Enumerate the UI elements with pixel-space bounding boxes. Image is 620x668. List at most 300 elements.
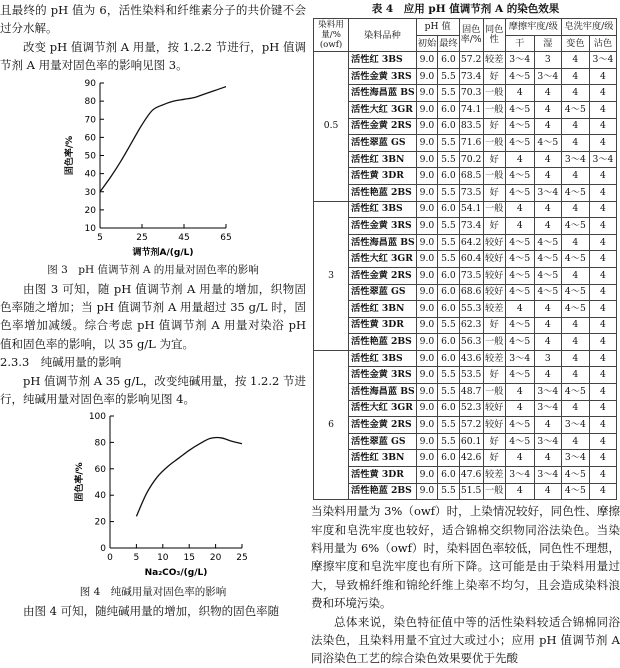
value-cell: 9.0 bbox=[416, 218, 437, 235]
value-cell: 6.0 bbox=[438, 168, 459, 185]
value-cell: 48.7 bbox=[459, 384, 483, 401]
value-cell: 较好 bbox=[483, 234, 505, 251]
value-cell: 4～5 bbox=[534, 135, 561, 152]
table-row bbox=[314, 135, 617, 152]
paragraph-table-discussion: 当染料用量为 3%（owf）时，上染情况较好，同色性、摩擦牢度和皂洗牢度也较好，适合锦棉交织物同浴法染色。当染料用量为 6%（owf）时，染料固色率较低，同色性不理想，摩擦牢度和皂洗牢度也有所下降。这可能是由于染料用量过大，导致棉纤维和锦纶纤维上染率不均匀，且会造成染料浪费和环境污染。 bbox=[311, 504, 620, 611]
value-cell: 4 bbox=[534, 483, 561, 500]
value-cell: 9.0 bbox=[416, 284, 437, 301]
value-cell: 4～5 bbox=[505, 184, 534, 201]
table-row bbox=[314, 367, 617, 384]
value-cell: 较好 bbox=[483, 267, 505, 284]
value-cell: 较差 bbox=[483, 52, 505, 69]
value-cell: 4 bbox=[505, 201, 534, 218]
value-cell: 4 bbox=[534, 367, 561, 384]
value-cell: 好 bbox=[483, 68, 505, 85]
table-row bbox=[314, 151, 617, 168]
value-cell: 4～5 bbox=[505, 284, 534, 301]
value-cell: 4 bbox=[534, 201, 561, 218]
value-cell: 3～4 bbox=[534, 433, 561, 450]
dye-name-cell: 活性金黄 3RS bbox=[349, 218, 417, 235]
table-row bbox=[314, 433, 617, 450]
x-tick-label: 10 bbox=[157, 553, 169, 564]
value-cell: 9.0 bbox=[416, 467, 437, 484]
figure-3-caption: 图 3 pH 值调节剂 A 的用量对固色率的影响 bbox=[47, 263, 259, 276]
value-cell: 6.0 bbox=[438, 450, 459, 467]
value-cell: 好 bbox=[483, 118, 505, 135]
right-column bbox=[311, 0, 620, 668]
value-cell: 74.1 bbox=[459, 101, 483, 118]
value-cell: 4～5 bbox=[505, 267, 534, 284]
value-cell: 4 bbox=[589, 301, 616, 318]
table-row bbox=[314, 317, 617, 334]
value-cell: 70.2 bbox=[459, 151, 483, 168]
dose-cell: 3 bbox=[314, 201, 349, 350]
value-cell: 4 bbox=[534, 151, 561, 168]
value-cell: 4 bbox=[589, 284, 616, 301]
value-cell: 4～5 bbox=[534, 284, 561, 301]
dye-name-cell: 活性黄 3DR bbox=[349, 467, 417, 484]
y-tick-label: 60 bbox=[94, 465, 106, 476]
x-tick-label: 65 bbox=[220, 232, 232, 243]
value-cell: 一般 bbox=[483, 384, 505, 401]
x-tick-label: 15 bbox=[183, 553, 195, 564]
table-row bbox=[314, 384, 617, 401]
dye-name-cell: 活性海昌蓝 BS bbox=[349, 234, 417, 251]
value-cell: 54.1 bbox=[459, 201, 483, 218]
header-fixation: 固色率/% bbox=[459, 19, 483, 52]
value-cell: 73.4 bbox=[459, 68, 483, 85]
value-cell: 5.5 bbox=[438, 68, 459, 85]
value-cell: 3～4 bbox=[505, 467, 534, 484]
figure-4-caption: 图 4 纯碱用量对固色率的影响 bbox=[79, 586, 227, 599]
figure-4-chart bbox=[0, 408, 306, 585]
value-cell: 4 bbox=[561, 367, 589, 384]
value-cell: 一般 bbox=[483, 85, 505, 102]
table-row bbox=[314, 267, 617, 284]
value-cell: 4 bbox=[589, 417, 616, 434]
header-ph: pH 值 bbox=[416, 19, 459, 36]
value-cell: 4～5 bbox=[505, 317, 534, 334]
value-cell: 6.0 bbox=[438, 284, 459, 301]
value-cell: 3～4 bbox=[534, 384, 561, 401]
value-cell: 6.0 bbox=[438, 467, 459, 484]
x-tick-label: 0 bbox=[107, 553, 113, 564]
value-cell: 9.0 bbox=[416, 450, 437, 467]
value-cell: 9.0 bbox=[416, 400, 437, 417]
value-cell: 4 bbox=[561, 52, 589, 69]
value-cell: 4 bbox=[589, 201, 616, 218]
paragraph-fig3-discussion: 由图 3 可知，随 pH 值调节剂 A 用量的增加，织物固色率随之增加；当 pH 值调节剂 A 用量超过 35 g/L 时，固色率增加减缓。综合考虑 pH 值调节剂 A 用量对染浴 pH 值和固色率的影响，以 35 g/L 为宜。 bbox=[0, 281, 306, 351]
value-cell: 4～5 bbox=[561, 284, 589, 301]
value-cell: 3 bbox=[534, 52, 561, 69]
value-cell: 9.0 bbox=[416, 68, 437, 85]
value-cell: 一般 bbox=[483, 201, 505, 218]
value-cell: 9.0 bbox=[416, 234, 437, 251]
value-cell: 5.5 bbox=[438, 317, 459, 334]
value-cell: 3～4 bbox=[589, 52, 616, 69]
figure-3 bbox=[0, 75, 306, 263]
value-cell: 6.0 bbox=[438, 101, 459, 118]
value-cell: 9.0 bbox=[416, 317, 437, 334]
table-row bbox=[314, 85, 617, 102]
value-cell: 4～5 bbox=[561, 101, 589, 118]
value-cell: 4 bbox=[534, 85, 561, 102]
value-cell: 9.0 bbox=[416, 85, 437, 102]
dye-name-cell: 活性红 3BN bbox=[349, 151, 417, 168]
dye-name-cell: 活性大红 3GR bbox=[349, 400, 417, 417]
value-cell: 4 bbox=[534, 118, 561, 135]
value-cell: 4～5 bbox=[505, 168, 534, 185]
dye-name-cell: 活性金黄 3RS bbox=[349, 367, 417, 384]
dye-name-cell: 活性红 3BS bbox=[349, 350, 417, 367]
value-cell: 4 bbox=[589, 450, 616, 467]
value-cell: 5.5 bbox=[438, 483, 459, 500]
header-dose: 染料用量/%(owf) bbox=[314, 19, 349, 52]
value-cell: 4～5 bbox=[561, 184, 589, 201]
value-cell: 4 bbox=[534, 301, 561, 318]
dye-name-cell: 活性金黄 2RS bbox=[349, 267, 417, 284]
dye-name-cell: 活性红 3BN bbox=[349, 450, 417, 467]
value-cell: 9.0 bbox=[416, 151, 437, 168]
value-cell: 较差 bbox=[483, 301, 505, 318]
y-tick-label: 10 bbox=[84, 223, 96, 234]
value-cell: 4 bbox=[534, 334, 561, 351]
y-tick-label: 40 bbox=[94, 491, 106, 502]
value-cell: 4 bbox=[561, 317, 589, 334]
dye-name-cell: 活性红 3BS bbox=[349, 201, 417, 218]
value-cell: 5.5 bbox=[438, 367, 459, 384]
value-cell: 3～4 bbox=[534, 68, 561, 85]
value-cell: 4 bbox=[505, 301, 534, 318]
value-cell: 9.0 bbox=[416, 251, 437, 268]
value-cell: 4～5 bbox=[505, 367, 534, 384]
value-cell: 43.6 bbox=[459, 350, 483, 367]
paragraph-fig4-discussion: 由图 4 可知，随纯碱用量的增加，织物的固色率随 bbox=[23, 604, 280, 619]
dye-name-cell: 活性艳蓝 2BS bbox=[349, 184, 417, 201]
value-cell: 4～5 bbox=[561, 483, 589, 500]
value-cell: 4 bbox=[589, 483, 616, 500]
dye-name-cell: 活性艳蓝 2BS bbox=[349, 334, 417, 351]
value-cell: 9.0 bbox=[416, 168, 437, 185]
value-cell: 好 bbox=[483, 184, 505, 201]
value-cell: 4 bbox=[505, 218, 534, 235]
table-row bbox=[314, 101, 617, 118]
table-row bbox=[314, 234, 617, 251]
table-row bbox=[314, 301, 617, 318]
value-cell: 5.5 bbox=[438, 384, 459, 401]
value-cell: 4 bbox=[561, 334, 589, 351]
value-cell: 64.2 bbox=[459, 234, 483, 251]
left-column bbox=[0, 0, 306, 621]
table-row bbox=[314, 400, 617, 417]
value-cell: 较好 bbox=[483, 400, 505, 417]
y-tick-label: 30 bbox=[84, 187, 96, 198]
value-cell: 4 bbox=[534, 218, 561, 235]
header-soaping: 皂洗牢度/级 bbox=[561, 19, 616, 36]
dye-name-cell: 活性翠蓝 GS bbox=[349, 135, 417, 152]
value-cell: 4 bbox=[589, 267, 616, 284]
dye-name-cell: 活性翠蓝 GS bbox=[349, 284, 417, 301]
value-cell: 5.5 bbox=[438, 433, 459, 450]
value-cell: 6.0 bbox=[438, 350, 459, 367]
value-cell: 5.5 bbox=[438, 85, 459, 102]
value-cell: 4 bbox=[561, 68, 589, 85]
value-cell: 4 bbox=[589, 168, 616, 185]
dye-name-cell: 活性海昌蓝 BS bbox=[349, 384, 417, 401]
value-cell: 4 bbox=[505, 400, 534, 417]
value-cell: 4 bbox=[589, 317, 616, 334]
value-cell: 6.0 bbox=[438, 118, 459, 135]
table-4-body bbox=[314, 52, 617, 500]
y-tick-label: 100 bbox=[88, 412, 106, 423]
value-cell: 4 bbox=[589, 184, 616, 201]
header-dye: 染料品种 bbox=[349, 19, 417, 52]
value-cell: 6.0 bbox=[438, 201, 459, 218]
table-row bbox=[314, 68, 617, 85]
table-row bbox=[314, 334, 617, 351]
x-axis-title: 调节剂A/(g/L) bbox=[132, 247, 194, 258]
value-cell: 3～4 bbox=[505, 52, 534, 69]
value-cell: 5.5 bbox=[438, 251, 459, 268]
value-cell: 9.0 bbox=[416, 384, 437, 401]
value-cell: 4～5 bbox=[505, 334, 534, 351]
value-cell: 4 bbox=[505, 85, 534, 102]
value-cell: 9.0 bbox=[416, 334, 437, 351]
value-cell: 6.0 bbox=[438, 301, 459, 318]
value-cell: 5.5 bbox=[438, 417, 459, 434]
data-line bbox=[136, 438, 242, 517]
value-cell: 5.5 bbox=[438, 234, 459, 251]
value-cell: 9.0 bbox=[416, 483, 437, 500]
table-row bbox=[314, 251, 617, 268]
y-tick-label: 70 bbox=[84, 114, 96, 125]
value-cell: 42.6 bbox=[459, 450, 483, 467]
dye-name-cell: 活性海昌蓝 BS bbox=[349, 85, 417, 102]
value-cell: 4 bbox=[589, 218, 616, 235]
dye-name-cell: 活性大红 3GR bbox=[349, 101, 417, 118]
y-tick-label: 80 bbox=[94, 438, 106, 449]
value-cell: 较差 bbox=[483, 467, 505, 484]
value-cell: 9.0 bbox=[416, 52, 437, 69]
value-cell: 4 bbox=[505, 450, 534, 467]
value-cell: 4～5 bbox=[534, 251, 561, 268]
value-cell: 57.2 bbox=[459, 52, 483, 69]
value-cell: 4 bbox=[534, 168, 561, 185]
table-row bbox=[314, 52, 617, 69]
figure-3-chart bbox=[0, 75, 306, 263]
value-cell: 4 bbox=[534, 101, 561, 118]
value-cell: 62.3 bbox=[459, 317, 483, 334]
dose-cell: 6 bbox=[314, 350, 349, 499]
value-cell: 3～4 bbox=[561, 151, 589, 168]
value-cell: 较差 bbox=[483, 350, 505, 367]
value-cell: 9.0 bbox=[416, 101, 437, 118]
value-cell: 4 bbox=[505, 384, 534, 401]
value-cell: 4 bbox=[589, 384, 616, 401]
table-4 bbox=[313, 18, 617, 500]
value-cell: 4 bbox=[561, 168, 589, 185]
value-cell: 4 bbox=[589, 433, 616, 450]
value-cell: 好 bbox=[483, 218, 505, 235]
value-cell: 4 bbox=[589, 467, 616, 484]
value-cell: 5.5 bbox=[438, 151, 459, 168]
value-cell: 一般 bbox=[483, 168, 505, 185]
value-cell: 3 bbox=[534, 350, 561, 367]
value-cell: 6.0 bbox=[438, 334, 459, 351]
dye-name-cell: 活性黄 3DR bbox=[349, 168, 417, 185]
value-cell: 9.0 bbox=[416, 201, 437, 218]
value-cell: 4～5 bbox=[534, 234, 561, 251]
header-rubbing: 摩擦牢度/级 bbox=[505, 19, 561, 36]
y-tick-label: 50 bbox=[84, 151, 96, 162]
value-cell: 好 bbox=[483, 367, 505, 384]
value-cell: 60.4 bbox=[459, 251, 483, 268]
value-cell: 较好 bbox=[483, 251, 505, 268]
value-cell: 9.0 bbox=[416, 267, 437, 284]
dose-cell: 0.5 bbox=[314, 52, 349, 201]
value-cell: 55.3 bbox=[459, 301, 483, 318]
value-cell: 4 bbox=[561, 267, 589, 284]
x-tick-label: 25 bbox=[136, 232, 148, 243]
y-tick-label: 0 bbox=[100, 544, 106, 555]
x-tick-label: 5 bbox=[97, 232, 103, 243]
value-cell: 4 bbox=[561, 118, 589, 135]
value-cell: 6.0 bbox=[438, 400, 459, 417]
value-cell: 9.0 bbox=[416, 350, 437, 367]
value-cell: 4～5 bbox=[505, 101, 534, 118]
value-cell: 3～4 bbox=[534, 467, 561, 484]
table-row bbox=[314, 450, 617, 467]
value-cell: 53.5 bbox=[459, 367, 483, 384]
value-cell: 4 bbox=[589, 101, 616, 118]
value-cell: 好 bbox=[483, 433, 505, 450]
value-cell: 4～5 bbox=[561, 467, 589, 484]
table-row bbox=[314, 118, 617, 135]
value-cell: 60.1 bbox=[459, 433, 483, 450]
header-ph-initial: 初始 bbox=[416, 35, 437, 52]
value-cell: 56.3 bbox=[459, 334, 483, 351]
value-cell: 4 bbox=[589, 118, 616, 135]
y-tick-label: 40 bbox=[84, 169, 96, 180]
value-cell: 9.0 bbox=[416, 118, 437, 135]
header-soap-change: 变色 bbox=[561, 35, 589, 52]
dye-name-cell: 活性黄 3DR bbox=[349, 317, 417, 334]
value-cell: 3～4 bbox=[505, 350, 534, 367]
value-cell: 4 bbox=[561, 400, 589, 417]
x-axis-title: Na₂CO₃/(g/L) bbox=[144, 568, 208, 579]
header-soap-stain: 沾色 bbox=[589, 35, 616, 52]
value-cell: 71.6 bbox=[459, 135, 483, 152]
value-cell: 9.0 bbox=[416, 301, 437, 318]
y-tick-label: 60 bbox=[84, 133, 96, 143]
value-cell: 一般 bbox=[483, 334, 505, 351]
value-cell: 57.2 bbox=[459, 417, 483, 434]
value-cell: 4～5 bbox=[505, 68, 534, 85]
value-cell: 73.5 bbox=[459, 267, 483, 284]
table-row bbox=[314, 483, 617, 500]
value-cell: 6.0 bbox=[438, 52, 459, 69]
value-cell: 4～5 bbox=[505, 118, 534, 135]
value-cell: 较好 bbox=[483, 417, 505, 434]
dye-name-cell: 活性艳蓝 2BS bbox=[349, 483, 417, 500]
value-cell: 4～5 bbox=[505, 417, 534, 434]
paragraph-intro: 且最终的 pH 值为 6，活性染料和纤维素分子的共价键不会过分水解。 bbox=[0, 3, 306, 36]
value-cell: 5.5 bbox=[438, 184, 459, 201]
value-cell: 68.5 bbox=[459, 168, 483, 185]
value-cell: 一般 bbox=[483, 135, 505, 152]
y-axis-title: 固色率/% bbox=[75, 462, 85, 503]
dye-name-cell: 活性翠蓝 GS bbox=[349, 433, 417, 450]
value-cell: 9.0 bbox=[416, 367, 437, 384]
dye-name-cell: 活性金黄 3RS bbox=[349, 68, 417, 85]
value-cell: 4～5 bbox=[561, 251, 589, 268]
dye-name-cell: 活性金黄 2RS bbox=[349, 417, 417, 434]
paragraph-fig3-intro: 改变 pH 值调节剂 A 用量，按 1.2.2 节进行，pH 值调节剂 A 用量对固色率的影响见图 3。 bbox=[0, 39, 306, 73]
value-cell: 一般 bbox=[483, 483, 505, 500]
value-cell: 4 bbox=[589, 367, 616, 384]
x-tick-label: 45 bbox=[178, 232, 190, 243]
value-cell: 47.6 bbox=[459, 467, 483, 484]
value-cell: 3～4 bbox=[534, 400, 561, 417]
value-cell: 4 bbox=[561, 350, 589, 367]
value-cell: 4～5 bbox=[561, 301, 589, 318]
value-cell: 4 bbox=[589, 234, 616, 251]
figure-4 bbox=[0, 408, 306, 585]
table-row bbox=[314, 218, 617, 235]
x-tick-label: 20 bbox=[209, 553, 222, 564]
value-cell: 3～4 bbox=[561, 450, 589, 467]
value-cell: 一般 bbox=[483, 101, 505, 118]
y-tick-label: 20 bbox=[84, 205, 96, 216]
dye-name-cell: 活性红 3BS bbox=[349, 52, 417, 69]
value-cell: 较好 bbox=[483, 284, 505, 301]
value-cell: 4 bbox=[505, 483, 534, 500]
y-tick-label: 20 bbox=[94, 518, 106, 529]
value-cell: 73.5 bbox=[459, 184, 483, 201]
header-rub-wet: 湿 bbox=[534, 35, 561, 52]
value-cell: 51.5 bbox=[459, 483, 483, 500]
value-cell: 70.3 bbox=[459, 85, 483, 102]
value-cell: 4～5 bbox=[505, 135, 534, 152]
value-cell: 4～5 bbox=[561, 218, 589, 235]
y-tick-label: 90 bbox=[84, 78, 96, 89]
table-row bbox=[314, 284, 617, 301]
table-row bbox=[314, 184, 617, 201]
value-cell: 3～4 bbox=[534, 184, 561, 201]
value-cell: 52.3 bbox=[459, 400, 483, 417]
value-cell: 4 bbox=[561, 135, 589, 152]
table-row bbox=[314, 201, 617, 218]
table-row bbox=[314, 350, 617, 367]
value-cell: 4 bbox=[589, 135, 616, 152]
table-row bbox=[314, 168, 617, 185]
value-cell: 4 bbox=[534, 317, 561, 334]
dye-name-cell: 活性金黄 2RS bbox=[349, 118, 417, 135]
paragraph-summary: 总体来说，染色特征值中等的活性染料较适合锦棉同浴法染色，且染料用量不宜过大或过小；应用 pH 值调节剂 A 同浴染色工艺的综合染色效果要优于先酸 bbox=[311, 614, 620, 666]
value-cell: 4 bbox=[561, 201, 589, 218]
header-shade: 同色性 bbox=[483, 19, 505, 52]
x-tick-label: 25 bbox=[236, 553, 248, 564]
table-row bbox=[314, 467, 617, 484]
value-cell: 6.0 bbox=[438, 267, 459, 284]
value-cell: 4 bbox=[589, 251, 616, 268]
section-heading-2-3-3: 2.3.3 纯碱用量的影响 bbox=[0, 355, 122, 370]
value-cell: 4 bbox=[589, 350, 616, 367]
value-cell: 4～5 bbox=[534, 267, 561, 284]
value-cell: 4 bbox=[534, 450, 561, 467]
table-4-title: 表 4 应用 pH 值调节剂 A 的染色效果 bbox=[371, 3, 560, 15]
y-tick-label: 80 bbox=[84, 96, 96, 107]
